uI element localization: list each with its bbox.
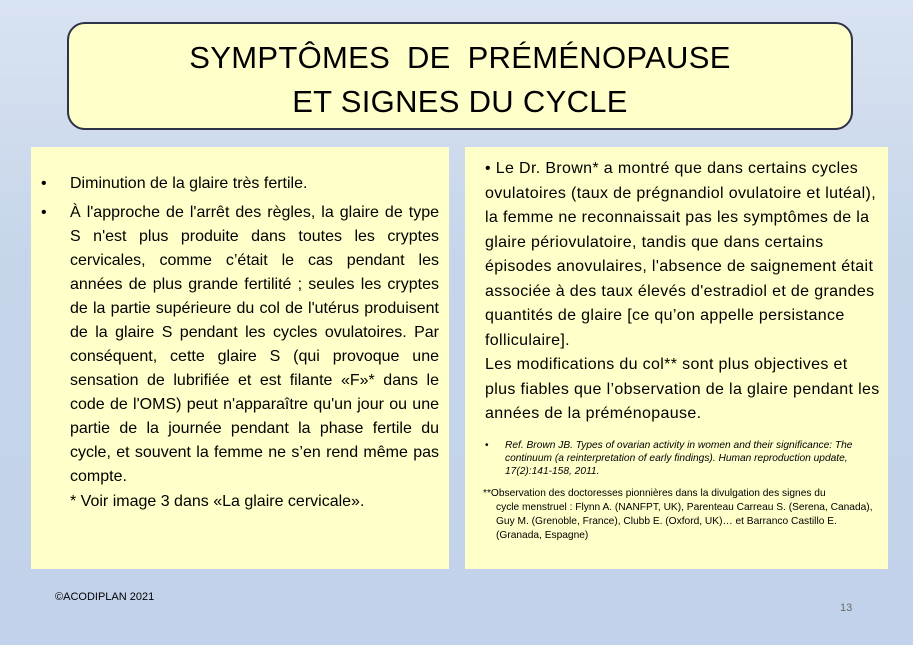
brown-study-paragraph: • Le Dr. Brown* a montré que dans certains cycles ovulatoires (taux de prégnandiol ovulatoire et lutéal), la femme ne reconnaissait pas les symptômes de la glaire périovulatoire, tandis que dans certains épisodes anovulaires, l'absence de saignement était associée à des taux élevés d'estradiol et de grandes quantités de glaire [ce qu’on appelle persistance folliculaire].: [485, 160, 877, 349]
left-text-panel: [31, 147, 449, 569]
pioneers-observation-note: [483, 487, 882, 543]
page-number: 13: [840, 602, 853, 614]
slide-title-line-1: SYMPTÔMES DE PRÉMÉNOPAUSE: [189, 40, 731, 75]
pioneers-observation-first-line: **Observation des doctoresses pionnières dans la divulgation des signes du: [483, 487, 826, 499]
slide-title-line-2: ET SIGNES DU CYCLE: [292, 84, 628, 119]
bullet-glaire-diminution: • Diminution de la glaire très fertile.: [41, 172, 439, 196]
left-bullet-list: [41, 172, 439, 489]
right-text-panel: [465, 147, 888, 569]
copyright-text: ©ACODIPLAN 2021: [55, 591, 155, 603]
cervix-changes-paragraph: Les modifications du col** sont plus objectives et plus fiables que l’observation de la glaire pendant les années de la préménopause.: [485, 356, 880, 422]
image-reference-note: * Voir image 3 dans «La glaire cervicale».: [70, 493, 365, 510]
pioneers-observation-rest: cycle menstruel : Flynn A. (NANFPT, UK), Parenteau Carreau S. (Serena, Canada), Guy M. (Grenoble, France), Clubb E. (Oxford, UK)… et Barranco Castillo E. (Granada, Espagne): [496, 501, 873, 541]
brown-reference: • Ref. Brown JB. Types of ovarian activity in women and their significance: The continuum (a reinterpretation of early findings). Human reproduction update, 17(2):141-158, 2011.: [485, 439, 882, 478]
bullet-arret-regles: • À l'approche de l'arrêt des règles, la glaire de type S n'est plus produite dans toutes les cryptes cervicales, comme c’était le cas pendant les années de plus grande fertilité ; seules les cryptes de la partie supérieure du col de l'utérus produisent de la glaire S pendant les cycles ovulatoires. Par conséquent, cette glaire S (qui provoque une sensation de lubrifiée et est filante «F»* dans le code de l'OMS) peut n'apparaître qu'un jour ou une partie de la journée pendant la phase fertile du cycle, et souvent la femme ne s’en rend même pas compte.: [41, 201, 439, 489]
slide-title-box: [67, 22, 853, 130]
